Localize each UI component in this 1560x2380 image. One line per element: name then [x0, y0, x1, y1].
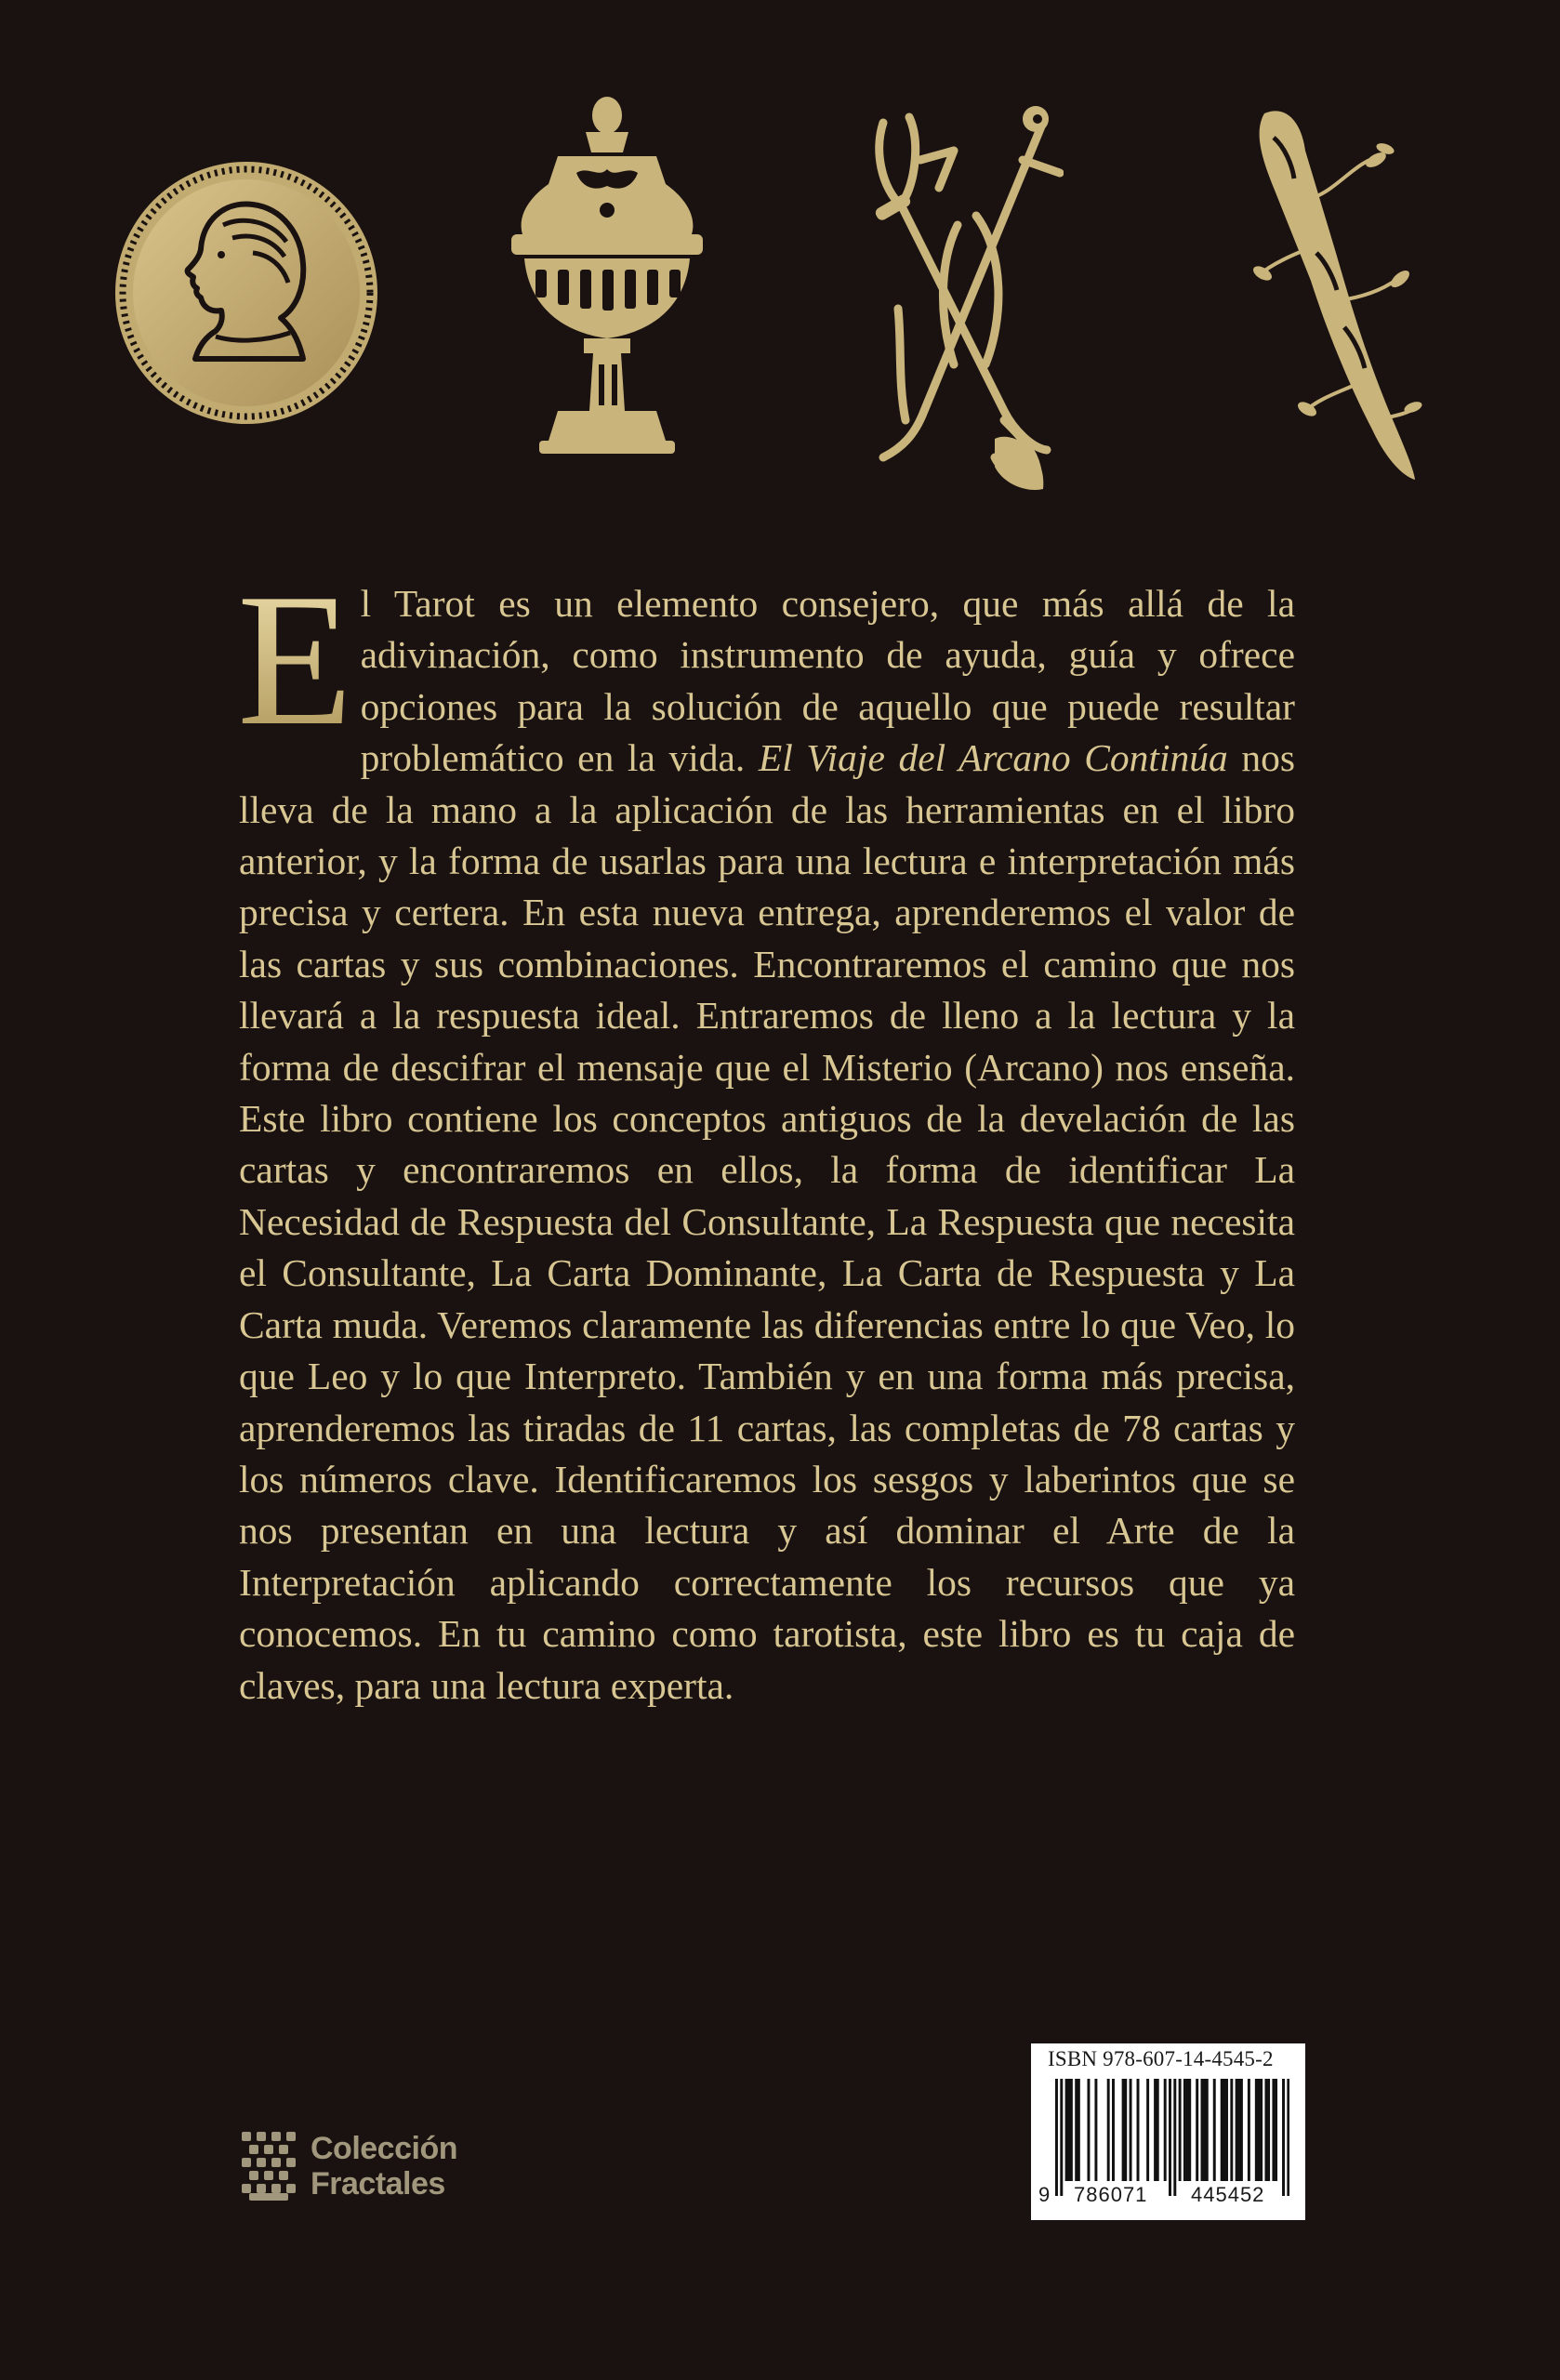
barcode-bar: [1157, 2079, 1159, 2181]
barcode-bar: [1077, 2079, 1080, 2181]
barcode-bar: [1206, 2079, 1209, 2181]
barcode-bar: [1173, 2079, 1176, 2196]
barcode-bar: [1236, 2079, 1238, 2181]
barcode-bar: [1146, 2079, 1149, 2181]
barcode-bar: [1067, 2079, 1070, 2181]
barcode-bar: [1169, 2079, 1171, 2196]
publisher-name: [311, 2131, 457, 2202]
barcode-bar: [1164, 2079, 1167, 2181]
barcode-bar: [1060, 2079, 1063, 2196]
barcode-bar: [1264, 2079, 1267, 2181]
book-title-italic: El Viaje del Arcano Continúa: [758, 736, 1228, 780]
barcode-bar: [1225, 2079, 1228, 2181]
barcode-bar: [1213, 2079, 1216, 2181]
barcode-bar: [1094, 2079, 1097, 2181]
isbn-group-2: 445452: [1191, 2183, 1265, 2206]
barcode-bar: [1179, 2079, 1182, 2181]
barcode-bar: [1075, 2079, 1077, 2181]
swords-icon: [865, 104, 1064, 495]
barcode-bar: [1248, 2079, 1250, 2181]
barcode-bar: [1221, 2079, 1223, 2181]
isbn-group-1: 786071: [1074, 2183, 1148, 2206]
barcode-bar: [1183, 2079, 1186, 2181]
barcode: [1055, 2079, 1289, 2196]
fractal-logo-icon: [238, 2130, 299, 2202]
drop-cap: E: [237, 555, 353, 765]
barcode-bar: [1196, 2079, 1198, 2181]
wand-icon: [1236, 104, 1422, 487]
barcode-bar: [1237, 2079, 1240, 2181]
chalice-icon: [502, 95, 712, 457]
barcode-bar: [1287, 2079, 1289, 2196]
isbn-barcode-box: [1031, 2043, 1305, 2220]
barcode-bar: [1230, 2079, 1233, 2181]
barcode-bar: [1255, 2079, 1258, 2181]
barcode-bar: [1188, 2079, 1191, 2181]
logo-line-1: Colección: [311, 2131, 457, 2166]
barcode-bar: [1130, 2079, 1132, 2181]
barcode-bar: [1282, 2079, 1285, 2196]
barcode-bar: [1112, 2079, 1115, 2181]
barcode-bar: [1272, 2079, 1275, 2181]
blurb-text: [237, 555, 1295, 1712]
barcode-bar: [1260, 2079, 1263, 2181]
barcode-bar: [1223, 2079, 1225, 2181]
barcode-bar: [1087, 2079, 1090, 2181]
isbn-first-digit: 9: [1038, 2183, 1051, 2206]
barcode-bar: [1275, 2079, 1277, 2181]
barcode-bar: [1240, 2079, 1243, 2181]
barcode-bar: [1201, 2079, 1204, 2181]
suit-emblems: [0, 0, 1560, 521]
barcode-bar: [1055, 2079, 1058, 2196]
barcode-bar: [1122, 2079, 1125, 2181]
barcode-bar: [1137, 2079, 1140, 2181]
barcode-bar: [1124, 2079, 1127, 2181]
isbn-label: ISBN 978-607-14-4545-2: [1048, 2047, 1274, 2070]
barcode-bar: [1203, 2079, 1206, 2181]
barcode-bar: [1154, 2079, 1157, 2181]
blurb-part-1: l Tarot es un elemento consejero, que más allá de la adivinación, como instrumento de ayuda, guía y ofrece opciones para la solución de aquello que puede resultar problemático en la vida.: [360, 582, 1295, 780]
logo-line-2: Fractales: [311, 2166, 445, 2202]
barcode-bar: [1065, 2079, 1068, 2181]
publisher-logo: [238, 2127, 457, 2205]
barcode-bar: [1107, 2079, 1110, 2181]
blurb-part-2: nos lleva de la mano a la aplicación de las herramientas en el libro anterior, y la forma de usarlas para una lectura e interpretación más precisa y certera. En esta nueva entrega, aprenderemos el valor de las cartas y sus combinaciones. Encontraremos el camino que nos llevará a la respuesta ideal. Entraremos de lleno a la lectura y la forma de descifrar el mensaje que el Misterio (Arcano) nos enseña. Este libro contiene los conceptos antiguos de la develación de las cartas y encontraremos en ellos, la forma de identificar La Necesidad de Respuesta del Consultante, La Respuesta que necesita el Consultante, La Carta Dominante, La Carta de Respuesta y La Carta muda. Veremos claramente las diferencias entre lo que Veo, lo que Leo y lo que Interpreto. También y en una forma más precisa, aprenderemos las tiradas de 11 cartas, las completas de 78 cartas y los números clave. Identificaremos los sesgos y laberintos que se nos presentan en una lectura y así dominar el Arte de la Interpretación aplicando correctamente los recursos que ya conocemos. En tu camino como tarotista, este libro es tu caja de claves, para una lectura experta.: [239, 736, 1295, 1707]
barcode-bar: [1070, 2079, 1073, 2181]
barcode-bar: [1258, 2079, 1261, 2181]
coin-icon: [113, 160, 379, 426]
barcode-bar: [1186, 2079, 1189, 2181]
barcode-bar: [1267, 2079, 1270, 2181]
